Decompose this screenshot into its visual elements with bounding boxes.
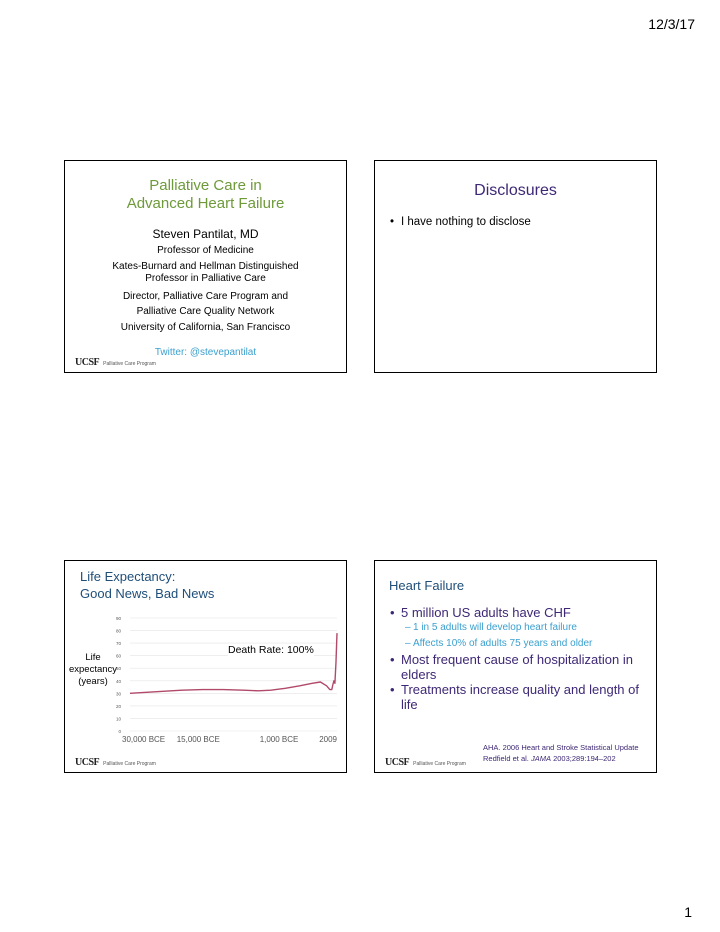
x-tick-label-1: 15,000 BCE	[176, 735, 220, 744]
hf-subbullet-2: – Affects 10% of adults 75 years and older	[387, 636, 649, 652]
reference-2	[483, 753, 639, 764]
ucsf-program-text: Palliative Care Program	[413, 761, 466, 767]
y-tick-label-20: 20	[115, 703, 121, 709]
slide-heart-failure	[374, 560, 657, 773]
ucsf-logo	[385, 757, 466, 768]
hf-bullet-2-line1: • Most frequent cause of hospitalization in	[401, 652, 633, 667]
hf-bullet-3	[387, 682, 649, 712]
slide2-title: Disclosures	[474, 182, 557, 199]
hf-bullet-2-line2: elders	[401, 667, 437, 682]
y-tick-label-50: 50	[115, 666, 121, 672]
reference-2-citation: 2003;289:194–202	[553, 754, 616, 763]
slide4-title: Heart Failure	[389, 578, 465, 593]
reference-2-journal: JAMA	[530, 754, 551, 763]
presenter-role-2a: Kates-Burnard and Hellman Distinguished	[112, 261, 299, 272]
hf-subbullet-1: – 1 in 5 adults will develop heart failure	[387, 620, 649, 636]
death-rate-annotation: Death Rate: 100%	[228, 644, 314, 656]
y-tick-label-90: 90	[115, 616, 121, 621]
y-tick-label-10: 10	[115, 716, 121, 722]
ucsf-logo	[75, 357, 156, 368]
slide3-title-line2: Good News, Bad News	[80, 586, 215, 601]
reference-2-authors: Redfield et al.	[483, 754, 529, 763]
y-tick-label-0: 0	[118, 729, 121, 734]
y-tick-label-30: 30	[115, 691, 121, 697]
series-line-0	[130, 633, 337, 693]
presenter-role-3: Director, Palliative Care Program and	[122, 291, 289, 302]
page-number: 1	[684, 904, 692, 920]
hf-bullet-1: • 5 million US adults have CHF	[387, 605, 649, 620]
ucsf-program-text: Palliative Care Program	[103, 361, 156, 367]
references	[483, 742, 639, 764]
presenter-role-1: Professor of Medicine	[157, 245, 254, 256]
disclosure-bullet: • I have nothing to disclose	[387, 216, 531, 228]
x-tick-label-3: 2009	[319, 735, 337, 744]
x-tick-label-2: 1,000 BCE	[259, 735, 299, 744]
presenter-role-5: University of California, San Francisco	[120, 322, 291, 333]
reference-1: AHA. 2006 Heart and Stroke Statistical Update	[483, 743, 639, 752]
page-date: 12/3/17	[648, 16, 695, 32]
slide1-title-line2: Advanced Heart Failure	[126, 195, 285, 212]
presenter-role-4: Palliative Care Quality Network	[136, 306, 275, 317]
slide3-title-line1: Life Expectancy:	[80, 569, 176, 584]
hf-bullet-2	[387, 652, 649, 682]
y-tick-label-60: 60	[115, 653, 121, 659]
slide-title	[64, 160, 347, 373]
x-tick-label-0: 30,000 BCE	[122, 735, 166, 744]
ucsf-logo	[75, 757, 156, 768]
twitter-handle[interactable]: Twitter: @stevepantilat	[154, 347, 257, 358]
hf-bullet-3-line2: life	[401, 697, 418, 712]
slide-disclosures	[374, 160, 657, 373]
y-label-line-3: (years)	[78, 676, 108, 687]
ucsf-logo-mark: UCSF	[385, 757, 410, 768]
slide-life-expectancy	[64, 560, 347, 773]
y-label-line-2: expectancy	[68, 664, 118, 675]
presenter-name: Steven Pantilat, MD	[152, 227, 259, 241]
hf-bullet-3-line1: • Treatments increase quality and length of	[401, 682, 639, 697]
y-tick-label-40: 40	[115, 678, 121, 684]
ucsf-program-text: Palliative Care Program	[103, 761, 156, 767]
y-tick-label-70: 70	[115, 641, 121, 647]
ucsf-logo-mark: UCSF	[75, 757, 100, 768]
presenter-role-2b: Professor in Palliative Care	[145, 273, 266, 284]
life-expectancy-chart	[65, 561, 347, 773]
ucsf-logo-mark: UCSF	[75, 357, 100, 368]
slide1-title-line1: Palliative Care in	[149, 177, 262, 194]
y-tick-label-80: 80	[115, 628, 121, 634]
y-label-line-1: Life	[85, 652, 101, 663]
